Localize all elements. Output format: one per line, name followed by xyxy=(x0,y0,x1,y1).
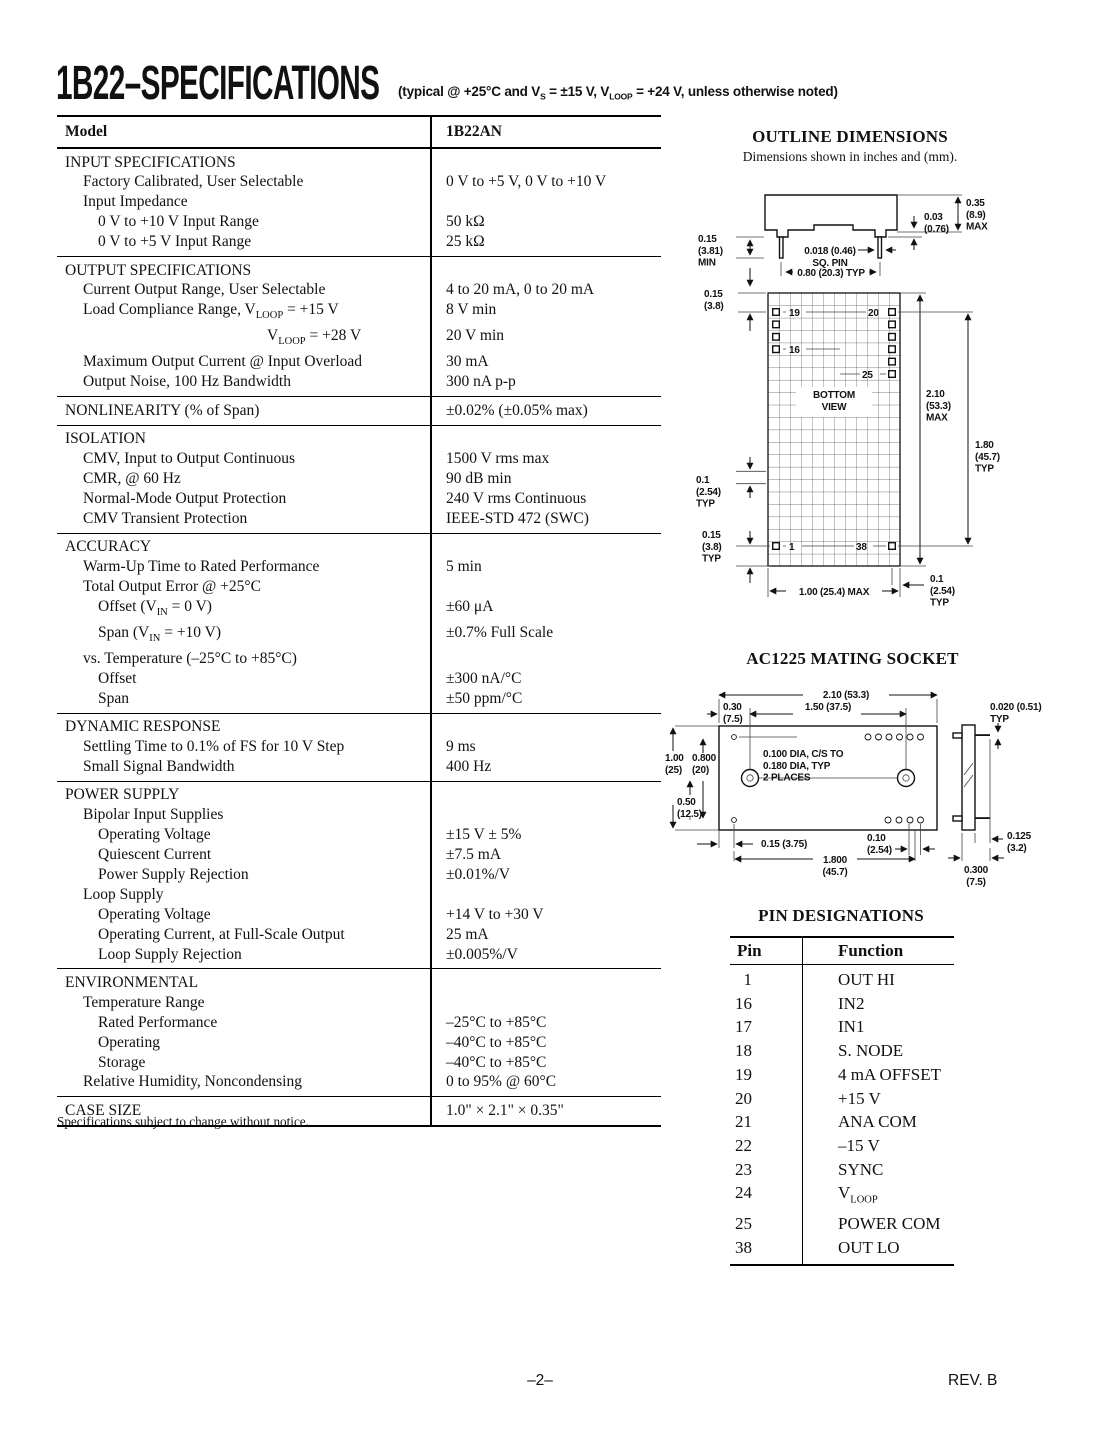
revision-label: REV. B xyxy=(948,1372,998,1389)
spec-value xyxy=(430,153,661,173)
spec-label: CMV, Input to Output Continuous xyxy=(83,449,296,467)
spec-label: CASE SIZE xyxy=(65,1101,142,1119)
spec-row xyxy=(57,469,661,489)
page-subtitle: (typical @ +25°C and $V_S = \pm 15$ V, $V_{LOOP} = +24$ V, unless otherwise noted) xyxy=(398,84,838,102)
spec-row xyxy=(57,300,661,326)
spec-value: 5 min xyxy=(446,558,482,575)
outline-dimensions-title: OUTLINE DIMENSIONS xyxy=(752,127,948,146)
spec-label: Input Impedance xyxy=(83,193,188,211)
pin-row xyxy=(730,1212,954,1236)
spec-label: Settling Time to 0.1% of FS for 10 V Step xyxy=(83,737,345,755)
spec-label: Operating xyxy=(98,1033,160,1051)
spec-row xyxy=(57,737,661,757)
spec-label: Current Output Range, User Selectable xyxy=(83,281,326,299)
spec-row xyxy=(57,352,661,372)
pin-callout-20: 20 xyxy=(868,308,879,319)
spec-label: Quiescent Current xyxy=(98,845,212,863)
spec-label: Power Supply Rejection xyxy=(98,865,249,883)
spec-value: 300 nA p-p xyxy=(446,373,516,391)
spec-row xyxy=(57,717,661,737)
pin-table xyxy=(730,936,954,1266)
socket-side-view xyxy=(953,725,990,830)
page-number: –2– xyxy=(527,1372,553,1389)
page-title: 1B22–SPECIFICATIONS xyxy=(56,57,380,110)
spec-value: ±300 nA/°C xyxy=(446,669,522,687)
spec-value: –40°C to +85°C xyxy=(446,1033,547,1051)
pin-function: IN2 xyxy=(838,993,865,1013)
spec-row xyxy=(57,1013,661,1033)
spec-label: 0 V to +10 V Input Range xyxy=(98,213,259,231)
spec-value xyxy=(430,577,661,597)
spec-row xyxy=(57,669,661,689)
spec-section xyxy=(57,714,661,782)
pin-row xyxy=(730,1039,954,1063)
pin-row xyxy=(730,968,954,992)
spec-value: –40°C to +85°C xyxy=(446,1053,547,1071)
spec-label: CMV Transient Protection xyxy=(83,509,248,527)
spec-row xyxy=(57,449,661,469)
spec-label: ISOLATION xyxy=(65,430,146,448)
dim-label: 0.80 (20.3) TYP xyxy=(797,268,865,279)
dim-label: 0.03 (0.76) xyxy=(924,212,949,235)
bottom-view-label: BOTTOM VIEW xyxy=(813,390,855,413)
spec-label: CMR, @ 60 Hz xyxy=(83,469,181,487)
spec-label: Total Output Error @ +25°C xyxy=(83,577,261,595)
spec-row xyxy=(57,925,661,945)
spec-label: $V_{LOOP} = +28$ V xyxy=(267,327,362,348)
spec-row xyxy=(57,1072,661,1092)
spec-label: Loop Supply Rejection xyxy=(98,945,242,963)
spec-value: 20 V min xyxy=(446,327,504,345)
spec-value: 240 V rms Continuous xyxy=(446,489,587,507)
spec-value: ±0.02% (±0.05% max) xyxy=(446,401,588,419)
spec-label: Offset ($V_{IN} = 0$ V) xyxy=(98,597,212,618)
spec-value: 1.0" × 2.1" × 0.35" xyxy=(446,1101,564,1119)
spec-row xyxy=(57,623,661,649)
spec-label: Span xyxy=(98,689,129,707)
spec-value: 90 dB min xyxy=(446,469,512,487)
spec-row xyxy=(57,945,661,965)
dim-label: 0.35 (8.9) MAX xyxy=(966,198,988,233)
spec-value xyxy=(430,885,661,905)
pin-row xyxy=(730,1110,954,1134)
spec-value: ±0.7% Full Scale xyxy=(446,623,554,641)
spec-row xyxy=(57,973,661,993)
spec-value: 0 V to +5 V, 0 V to +10 V xyxy=(446,173,607,191)
spec-row xyxy=(57,993,661,1013)
spec-section xyxy=(57,257,661,397)
dim-label: 0.1 (2.54) TYP xyxy=(696,475,721,510)
spec-label: Loop Supply xyxy=(83,885,164,903)
pin-row xyxy=(730,1134,954,1158)
spec-value: ±60 μA xyxy=(446,597,494,615)
spec-value: 25 kΩ xyxy=(446,233,485,251)
dim-label: 0.800 (20) xyxy=(692,753,717,776)
pin-function: SYNC xyxy=(838,1159,884,1179)
spec-section xyxy=(57,969,661,1097)
spec-label: Normal-Mode Output Protection xyxy=(83,489,287,507)
spec-value xyxy=(430,429,661,449)
dim-label: 1.00 (25) xyxy=(665,753,684,776)
spec-row xyxy=(57,172,661,192)
spec-value: 400 Hz xyxy=(446,757,492,775)
spec-table xyxy=(57,115,661,1127)
spec-label: NONLINEARITY (% of Span) xyxy=(65,401,260,419)
bottom-view-grid xyxy=(768,293,900,566)
spec-label: Factory Calibrated, User Selectable xyxy=(83,173,304,191)
spec-value: 50 kΩ xyxy=(446,213,485,231)
spec-value: 1500 V rms max xyxy=(446,449,550,467)
spec-value xyxy=(430,785,661,805)
module-body-outline xyxy=(765,195,897,237)
dim-label: 1.00 (25.4) MAX xyxy=(798,587,870,598)
spec-label: INPUT SPECIFICATIONS xyxy=(65,153,236,171)
pin-number: 19 xyxy=(735,1064,752,1084)
outline-bottom-view-diagram xyxy=(690,285,1105,630)
spec-label: vs. Temperature (–25°C to +85°C) xyxy=(83,649,297,667)
spec-value: –25°C to +85°C xyxy=(446,1013,547,1031)
pin-row xyxy=(730,1236,954,1260)
spec-row xyxy=(57,845,661,865)
pin-function: –15 V xyxy=(838,1135,880,1155)
spec-row xyxy=(57,429,661,449)
spec-value: ±0.005%/V xyxy=(446,945,518,963)
spec-label: Rated Performance xyxy=(98,1013,218,1031)
spec-row xyxy=(57,509,661,529)
spec-row xyxy=(57,905,661,925)
spec-value xyxy=(430,805,661,825)
dim-label: 0.15 (3.8) xyxy=(704,289,724,312)
dim-label: 0.50 (12.5) xyxy=(677,797,702,820)
pin-number: 22 xyxy=(735,1135,752,1155)
pin-number: 20 xyxy=(735,1088,752,1108)
spec-row xyxy=(57,372,661,392)
pin-function: OUT HI xyxy=(838,970,895,989)
pin-row xyxy=(730,1015,954,1039)
spec-row xyxy=(57,489,661,509)
spec-table-header xyxy=(57,117,661,149)
outline-side-view-diagram xyxy=(690,180,1010,292)
pin-callout-19: 19 xyxy=(789,308,800,319)
pin-table-header xyxy=(730,938,954,965)
spec-value: ±50 ppm/°C xyxy=(446,689,523,707)
dim-label: 0.30 (7.5) xyxy=(723,702,743,725)
spec-row xyxy=(57,261,661,281)
spec-label: ACCURACY xyxy=(65,538,152,556)
spec-label: Span ($V_{IN} = +10$ V) xyxy=(98,623,222,644)
dim-label: 2.10 (53.3) xyxy=(822,690,870,701)
dim-label: 1.80 (45.7) TYP xyxy=(975,440,1000,475)
spec-label: Bipolar Input Supplies xyxy=(83,806,224,824)
spec-value xyxy=(430,649,661,669)
spec-row xyxy=(57,865,661,885)
dim-label: 1.800 (45.7) xyxy=(822,855,848,878)
spec-label: Maximum Output Current @ Input Overload xyxy=(83,353,363,371)
spec-value xyxy=(430,973,661,993)
spec-row xyxy=(57,597,661,623)
spec-label: Warm-Up Time to Rated Performance xyxy=(83,558,320,575)
pin-function: ANA COM xyxy=(838,1112,917,1132)
spec-value: 8 V min xyxy=(446,301,497,319)
pin-callout-1: 1 xyxy=(789,542,795,553)
pin-column-header: Pin xyxy=(737,941,762,960)
spec-row xyxy=(57,1053,661,1073)
pin-number: 18 xyxy=(735,1041,752,1061)
pin-function: POWER COM xyxy=(838,1214,941,1234)
dim-label: 0.10 (2.54) xyxy=(867,833,892,856)
spec-row xyxy=(57,537,661,557)
spec-label: Load Compliance Range, $V_{LOOP} = +15$ V xyxy=(83,301,339,322)
spec-label: OUTPUT SPECIFICATIONS xyxy=(65,261,252,279)
dim-label: 0.018 (0.46) SQ. PIN xyxy=(804,246,856,269)
outline-dimensions-subtitle: Dimensions shown in inches and (mm). xyxy=(742,149,958,164)
pin-table-body xyxy=(730,965,954,1264)
dim-label: 1.50 (37.5) xyxy=(804,702,852,713)
spec-label: Small Signal Bandwidth xyxy=(83,757,235,775)
pin-function: $V_{LOOP}$ xyxy=(838,1183,878,1206)
pin-function: +15 V xyxy=(838,1088,881,1108)
spec-value xyxy=(430,192,661,212)
spec-value: ±15 V ± 5% xyxy=(446,826,522,844)
spec-row xyxy=(57,825,661,845)
pin-row xyxy=(730,992,954,1016)
spec-row xyxy=(57,689,661,709)
dim-label: 0.15 (3.8) TYP xyxy=(702,530,722,565)
spec-row xyxy=(57,232,661,252)
spec-label: Operating Current, at Full-Scale Output xyxy=(98,925,345,943)
spec-section xyxy=(57,534,661,714)
pin-designations-title: PIN DESIGNATIONS xyxy=(758,906,924,925)
pin-callout-38: 38 xyxy=(856,542,867,553)
spec-value xyxy=(430,537,661,557)
model-value: 1B22AN xyxy=(446,123,502,140)
spec-footnote: Specifications subject to change without notice. xyxy=(57,1114,309,1129)
spec-row xyxy=(57,326,661,352)
pin-row xyxy=(730,1087,954,1111)
spec-value: ±0.01%/V xyxy=(446,865,511,883)
pin-row xyxy=(730,1181,954,1212)
spec-row xyxy=(57,649,661,669)
spec-section xyxy=(57,426,661,534)
spec-value xyxy=(430,717,661,737)
dim-label: 0.1 (2.54) TYP xyxy=(930,574,955,609)
spec-value xyxy=(430,261,661,281)
module-pin-right xyxy=(878,237,882,258)
pin-number: 23 xyxy=(735,1159,752,1179)
spec-label: Offset xyxy=(98,669,137,687)
spec-label: Relative Humidity, Noncondensing xyxy=(83,1073,302,1091)
spec-label: DYNAMIC RESPONSE xyxy=(65,718,221,736)
pin-number: 17 xyxy=(735,1017,752,1037)
function-column-header: Function xyxy=(838,941,904,960)
spec-value: IEEE-STD 472 (SWC) xyxy=(446,509,589,527)
spec-value xyxy=(430,993,661,1013)
pin-function: 4 mA OFFSET xyxy=(838,1064,941,1084)
pin-number: 24 xyxy=(735,1183,752,1203)
mating-socket-title: AC1225 MATING SOCKET xyxy=(746,649,959,668)
spec-label: Operating Voltage xyxy=(98,905,211,923)
spec-value: 30 mA xyxy=(446,353,489,371)
spec-row xyxy=(57,1033,661,1053)
spec-label: Temperature Range xyxy=(83,993,205,1011)
spec-row xyxy=(57,757,661,777)
spec-label: Output Noise, 100 Hz Bandwidth xyxy=(83,373,291,391)
pin-function: S. NODE xyxy=(838,1041,904,1061)
spec-value: +14 V to +30 V xyxy=(446,905,544,923)
spec-row xyxy=(57,280,661,300)
spec-row xyxy=(57,401,661,421)
dim-label: 0.15 (3.75) xyxy=(761,839,808,850)
pin-callout-25: 25 xyxy=(862,370,873,381)
pin-number: 16 xyxy=(735,993,752,1013)
pin-row xyxy=(730,1158,954,1182)
spec-row xyxy=(57,885,661,905)
spec-row xyxy=(57,212,661,232)
pin-callout-16: 16 xyxy=(789,345,800,356)
pin-number: 38 xyxy=(735,1238,752,1258)
spec-section xyxy=(57,782,661,970)
mating-socket-diagram xyxy=(665,683,1105,905)
dim-label: 0.125 (3.2) xyxy=(1007,831,1032,854)
spec-value: ±7.5 mA xyxy=(446,845,502,863)
spec-label: POWER SUPPLY xyxy=(65,786,180,804)
model-label: Model xyxy=(65,123,108,140)
pin-function: IN1 xyxy=(838,1017,865,1037)
spec-label: ENVIRONMENTAL xyxy=(65,973,199,991)
spec-row xyxy=(57,192,661,212)
spec-label: 0 V to +5 V Input Range xyxy=(98,233,252,251)
pin-number: 1 xyxy=(743,970,752,989)
spec-table-divider xyxy=(430,117,432,1125)
spec-row xyxy=(57,557,661,577)
module-pin-left xyxy=(780,237,784,258)
dim-label: 0.300 (7.5) xyxy=(963,865,989,888)
spec-section xyxy=(57,397,661,425)
spec-value: 9 ms xyxy=(446,737,476,755)
spec-row xyxy=(57,153,661,173)
dim-label: 0.020 (0.51) TYP xyxy=(990,702,1042,725)
pin-number: 21 xyxy=(735,1112,752,1132)
dim-label: 0.15 (3.81) MIN xyxy=(698,234,723,269)
pin-number: 25 xyxy=(735,1214,752,1234)
pin-function: OUT LO xyxy=(838,1238,900,1258)
spec-row xyxy=(57,577,661,597)
spec-value: 0 to 95% @ 60°C xyxy=(446,1073,557,1091)
spec-label: Storage xyxy=(98,1053,146,1071)
spec-sections xyxy=(57,149,661,1125)
spec-label: Operating Voltage xyxy=(98,826,211,844)
spec-value: 4 to 20 mA, 0 to 20 mA xyxy=(446,281,595,299)
pin-row xyxy=(730,1063,954,1087)
spec-value: 25 mA xyxy=(446,925,489,943)
dim-label: 2.10 (53.3) MAX xyxy=(926,389,951,424)
pin-table-divider xyxy=(802,938,803,1264)
spec-section xyxy=(57,149,661,257)
spec-row xyxy=(57,805,661,825)
spec-row xyxy=(57,785,661,805)
hole-note: 0.100 DIA, C/S TO 0.180 DIA, TYP 2 PLACES xyxy=(763,749,844,784)
